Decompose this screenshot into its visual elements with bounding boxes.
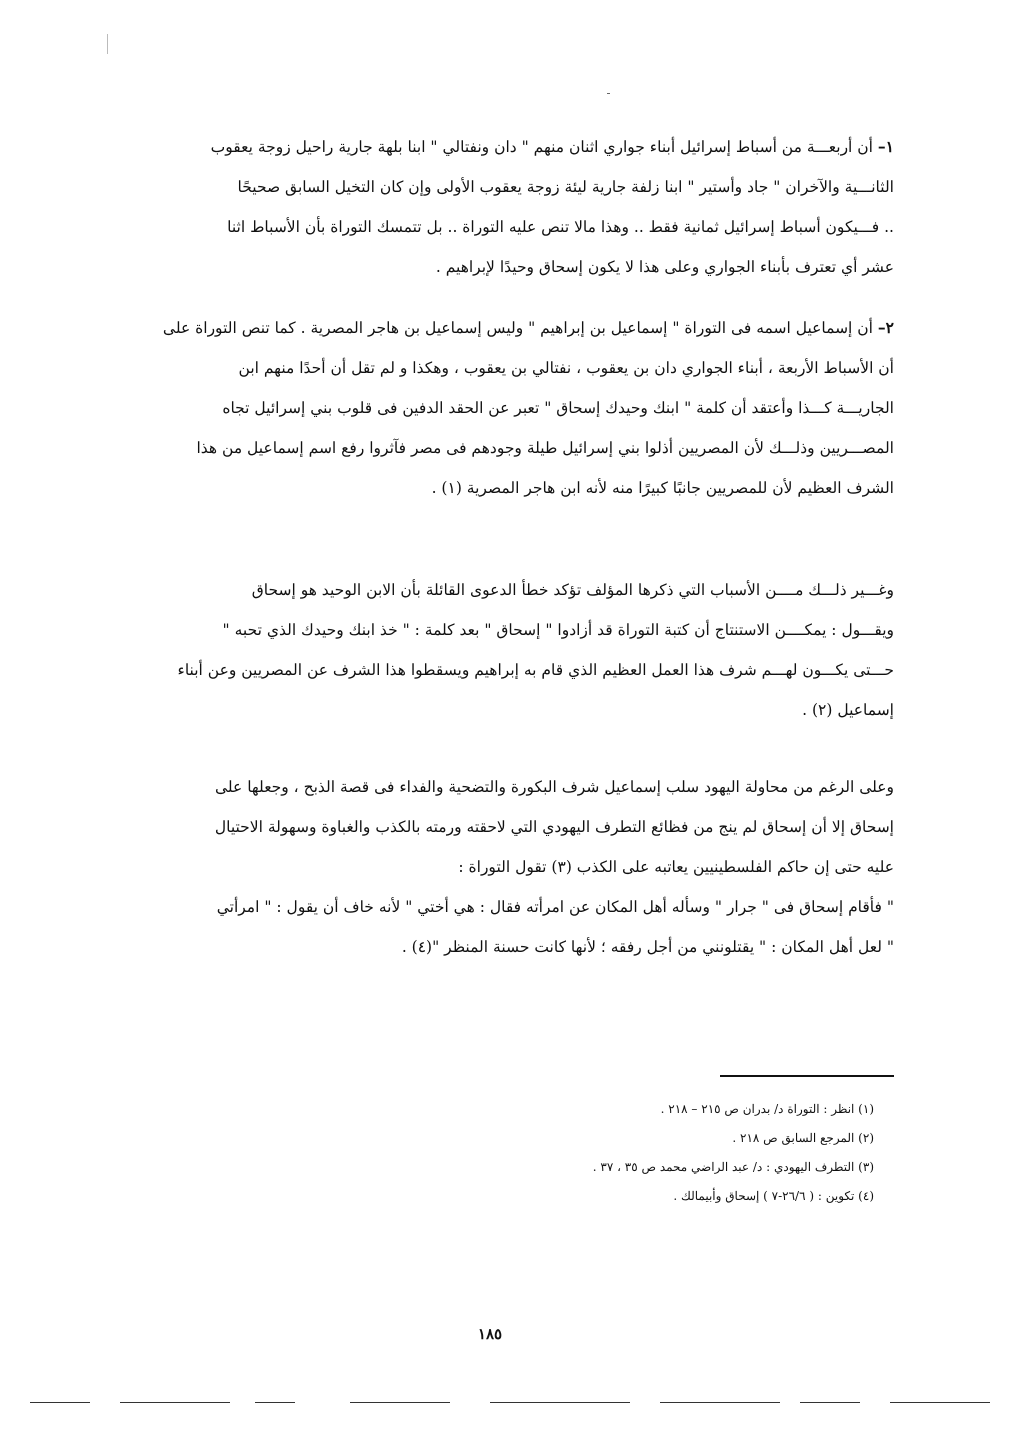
footnote-2: (٢) المرجع السابق ص ٢١٨ . xyxy=(732,1131,874,1145)
item-number: ١– xyxy=(877,137,894,156)
page-number: ١٨٥ xyxy=(477,1325,503,1343)
paragraph-line: عشر أي تعترف بأبناء الجواري وعلى هذا لا يكون إسحاق وحيدًا لإبراهيم . xyxy=(435,258,894,276)
paragraph-line: عليه حتى إن حاكم الفلسطينيين يعاتبه على الكذب (٣) تقول التوراة : xyxy=(458,858,894,876)
paragraph-3 xyxy=(104,570,894,730)
paragraph-line: وغـــير ذلـــك مــــن الأسباب التي ذكرها المؤلف تؤكد خطأ الدعوى القائلة بأن الابن الوحيد هو إسحاق xyxy=(251,581,894,599)
paragraph-line: الجاريـــة كـــذا وأعتقد أن كلمة " ابنك وحيدك إسحاق " تعبر عن الحقد الدفين فى قلوب بني إسرائيل تجاه xyxy=(222,399,894,417)
edge-dash xyxy=(800,1402,860,1403)
paragraph-line xyxy=(104,308,894,348)
footnotes xyxy=(420,1095,874,1211)
footnote-separator xyxy=(720,1075,894,1077)
paragraph-line: وعلى الرغم من محاولة اليهود سلب إسماعيل شرف البكورة والتضحية والفداء فى قصة الذبح ، وجعلها على xyxy=(214,778,894,796)
footnote-1: (١) انظر : التوراة د/ بدران ص ٢١٥ – ٢١٨ . xyxy=(660,1102,874,1116)
paragraph-line xyxy=(104,127,894,167)
numbered-paragraph-2 xyxy=(104,308,894,508)
paragraph-line: " لعل أهل المكان : " يقتلونني من أجل رفقه ؛ لأنها كانت حسنة المنظر "(٤) . xyxy=(401,938,894,956)
paragraph-line: حـــتى يكـــون لهـــم شرف هذا العمل العظيم الذي قام به إبراهيم ويسقطوا هذا الشرف عن المصريين وعن أبناء xyxy=(177,661,894,679)
scan-speck xyxy=(607,93,610,94)
paragraph-line: المصـــريين وذلـــك لأن المصريين أذلوا بني إسرائيل طيلة وجودهم فى مصر فآثروا رفع اسم إسماعيل من هذا xyxy=(196,439,894,457)
edge-dash xyxy=(255,1402,295,1403)
edge-dash xyxy=(30,1402,90,1403)
paragraph-line: ويقـــول : يمكــــن الاستنتاج أن كتبة التوراة قد أزادوا " إسحاق " بعد كلمة : " خذ ابنك وحيدك الذي تحبه " xyxy=(222,621,894,639)
edge-dash xyxy=(660,1402,780,1403)
scan-bottom-edge xyxy=(0,1402,1019,1406)
item-number: ٢– xyxy=(877,318,894,337)
scan-artifact-line xyxy=(107,34,108,54)
line-text: أن أربعـــة من أسباط إسرائيل أبناء جواري اثنان منهم " دان ونفتالي " ابنا بلهة جارية راحيل زوجة يعقوب xyxy=(210,138,873,156)
paragraph-line: " فأقام إسحاق فى " جرار " وسأله أهل المكان عن امرأته فقال : هي أختي " لأنه خاف أن يقول : " امرأتي xyxy=(216,898,894,916)
edge-dash xyxy=(490,1402,630,1403)
edge-dash xyxy=(350,1402,450,1403)
edge-dash xyxy=(890,1402,990,1403)
paragraph-line: إسماعيل (٢) . xyxy=(802,701,894,719)
line-text: أن إسماعيل اسمه فى التوراة " إسماعيل بن إبراهيم " وليس إسماعيل بن هاجر المصرية . كما تنص التوراة على xyxy=(162,319,873,337)
paragraph-line: الشرف العظيم لأن للمصريين جانبًا كبيرًا منه لأنه ابن هاجر المصرية (١) . xyxy=(431,479,894,497)
edge-dash xyxy=(120,1402,230,1403)
footnote-3: (٣) التطرف اليهودي : د/ عبد الراضي محمد ص ٣٥ ، ٣٧ . xyxy=(592,1160,874,1174)
paragraph-line: .. فـــيكون أسباط إسرائيل ثمانية فقط .. وهذا مالا تنص عليه التوراة .. بل تتمسك التوراة بأن الأسباط اثنا xyxy=(227,218,894,236)
footnote-4: (٤) تكوين : ( ٢٦/٦-٧ ) إسحاق وأبيمالك . xyxy=(673,1189,874,1203)
paragraph-4 xyxy=(104,767,894,967)
paragraph-line: إسحاق إلا أن إسحاق لم ينج من فظائع التطرف اليهودي التي لاحقته ورمته بالكذب والغباوة وسهولة الاحتيال xyxy=(214,818,894,836)
paragraph-line: الثانـــية والآخران " جاد وأستير " ابنا زلفة جارية ليئة زوجة يعقوب الأولى وإن كان التخيل السابق صحيحًا xyxy=(237,178,894,196)
numbered-paragraph-1 xyxy=(104,127,894,287)
paragraph-line: أن الأسباط الأربعة ، أبناء الجواري دان بن يعقوب ، نفتالي بن يعقوب ، وهكذا و لم تقل أن أحدًا منهم ابن xyxy=(238,359,894,377)
